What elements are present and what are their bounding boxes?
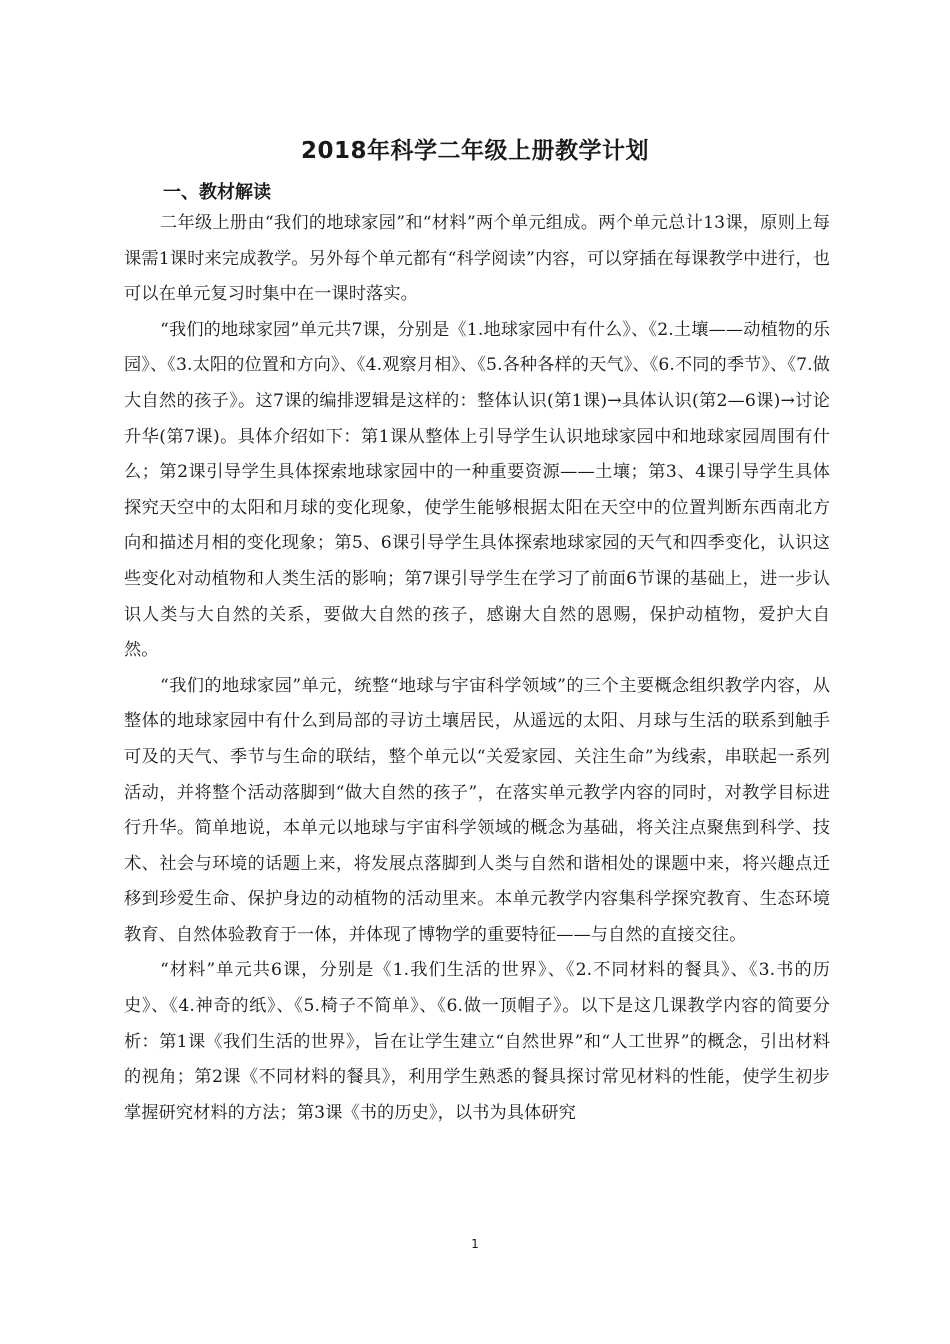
- page-title: 2018年科学二年级上册教学计划: [300, 138, 649, 164]
- paragraph-earth-unit-concepts: “我们的地球家园”单元，统整“地球与宇宙科学领域”的三个主要概念组织教学内容，从整体的地球家园中有什么到局部的寻访土壤居民，从遥远的太阳、月球与生活的联系到触手可及的天气、季节与生命的联结，整个单元以“关爱家园、关注生命”为线索，串联起一系列活动，并将整个活动落脚到“做大自然的孩子”，在落实单元教学内容的同时，对教学目标进行升华。简单地说，本单元以地球与宇宙科学领域的概念为基础，将关注点聚焦到科学、技术、社会与环境的话题上来，将发展点落脚到人类与自然和谐相处的课题中来，将兴趣点迁移到珍爱生命、保护身边的动植物的活动里来。本单元教学内容集科学探究教育、生态环境教育、自然体验教育于一体，并体现了博物学的重要特征——与自然的直接交往。: [124, 675, 830, 945]
- document-body: [124, 206, 830, 1131]
- section-heading: 一、教材解读: [163, 182, 271, 203]
- paragraph-intro: 二年级上册由“我们的地球家园”和“材料”两个单元组成。两个单元总计13课，原则上每课需1课时来完成教学。另外每个单元都有“科学阅读”内容，可以穿插在每课教学中进行，也可以在单元复习时集中在一课时落实。: [124, 213, 830, 305]
- paragraph-materials-unit: “材料”单元共6课，分别是《1.我们生活的世界》、《2.不同材料的餐具》、《3.书的历史》、《4.神奇的纸》、《5.椅子不简单》、《6.做一顶帽子》。以下是这几课教学内容的简要分析：第1课《我们生活的世界》，旨在让学生建立“自然世界”和“人工世界”的概念，引出材料的视角；第2课《不同材料的餐具》，利用学生熟悉的餐具探讨常见材料的性能，使学生初步掌握研究材料的方法；第3课《书的历史》，以书为具体研究: [124, 960, 830, 1123]
- paragraph-earth-unit-lessons: “我们的地球家园”单元共7课，分别是《1.地球家园中有什么》、《2.土壤——动植物的乐园》、《3.太阳的位置和方向》、《4.观察月相》、《5.各种各样的天气》、《6.不同的季节》、《7.做大自然的孩子》。这7课的编排逻辑是这样的：整体认识(第1课)→具体认识(第2—6课)→讨论升华(第7课)。具体介绍如下：第1课从整体上引导学生认识地球家园中和地球家园周围有什么；第2课引导学生具体探索地球家园中的一种重要资源——土壤；第3、4课引导学生具体探究天空中的太阳和月球的变化现象，使学生能够根据太阳在天空中的位置判断东西南北方向和描述月相的变化现象；第5、6课引导学生具体探索地球家园的天气和四季变化，认识这些变化对动植物和人类生活的影响；第7课引导学生在学习了前面6节课的基础上，进一步认识人类与大自然的关系，要做大自然的孩子，感谢大自然的恩赐，保护动植物，爱护大自然。: [124, 319, 830, 661]
- page-number: 1: [471, 1237, 479, 1251]
